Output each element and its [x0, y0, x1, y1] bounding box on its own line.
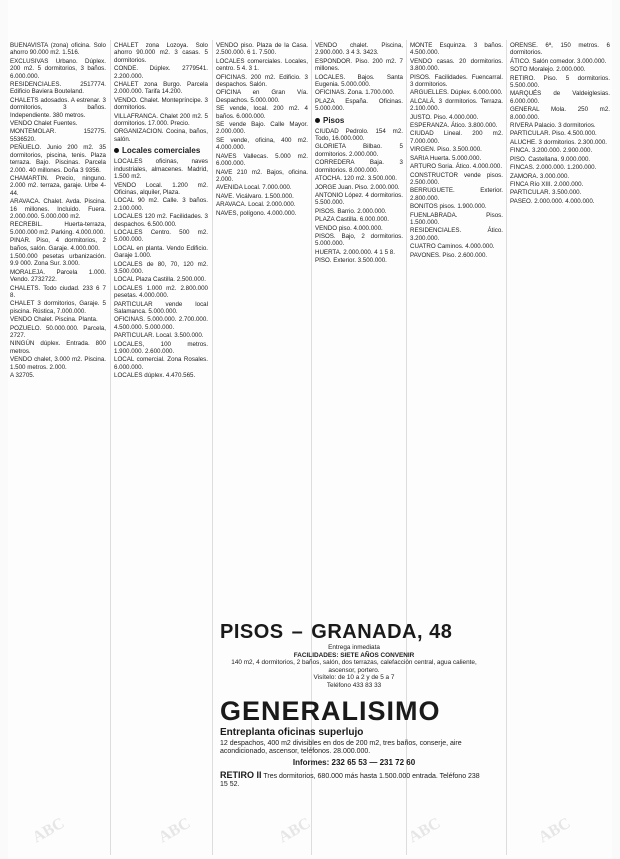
classified-ad: VIRGEN. Piso. 3.500.000. [410, 146, 482, 154]
bullet-icon [114, 148, 119, 153]
classified-ad: ARAVACA. Local. 2.000.000. [216, 201, 296, 209]
ad-generalisimo-info: 12 despachos, 400 m2 divisibles en dos de 200 m2, tres baños, conserje, aire acondicionado, ascensor, teléfonos. 28.000.000. [220, 739, 462, 755]
classified-ad: RECREBIL. Huerta-terraza, 5.000.000 m2. Parking. 4.000.000. [10, 221, 106, 236]
newspaper-page [8, 0, 612, 859]
classified-ad: BONITOS pisos. 1.900.000. [410, 203, 487, 211]
classified-ad: ARTURO Soria. Ático. 4.000.000. [410, 163, 503, 171]
bullet-icon [315, 118, 320, 123]
ad-pisos-line: 140 m2, 4 dormitorios, 2 baños, salón, dos terrazas, calefacción central, agua caliente, ascensor, portero. [231, 659, 477, 674]
ad-pisos-line: Visítelo: de 10 a 2 y de 5 a 7 [313, 674, 395, 682]
classified-ad: GLORIETA Bilbao. 5 dormitorios. 2.000.000. [315, 143, 403, 158]
ad-generalisimo-title: GENERALISIMO [220, 695, 441, 726]
classified-ad: PINAR. Piso, 4 dormitorios, 2 baños, salón. Garaje. 4.000.000. [10, 237, 106, 252]
classified-ad: LOCALES 1.000 m2. 2.800.000 pesetas. 4.000.000. [114, 284, 208, 300]
ad-pisos-line: Entrega inmediata [328, 644, 380, 651]
classified-ad: NINGÚN dúplex. Entrada. 800 metros. [10, 340, 106, 355]
classified-ad: FINCAS. 2.000.000. 1.200.000. [510, 164, 597, 172]
classified-ad: CIUDAD Lineal. 200 m2. 7.000.000. [410, 130, 503, 145]
classified-ad: POZUELO. 50.000.000. Parcela, 2727. [10, 324, 106, 340]
classified-ad: PISO. Exterior. 3.500.000. [315, 257, 387, 265]
abc-watermark: ABC [405, 814, 444, 847]
column-divider [110, 40, 111, 855]
classified-ad: SE vende Bajo. Calle Mayor. 2.000.000. [216, 121, 308, 136]
classified-ad: PISOS. Facilidades. Fuencarral. 3 dormitorios. [410, 73, 503, 89]
section-heading-pisos: Pisos [315, 116, 403, 125]
column-divider [506, 40, 507, 855]
classified-ad: MONTEMOLAR. 152775. 5536520. [10, 128, 106, 143]
classified-ad: LOCALES 120 m2. Facilidades. 3 despachos. 6.500.000. [114, 213, 208, 228]
ad-generalisimo-subtitle: Entreplanta oficinas superlujo [220, 726, 364, 738]
classified-ad: VENDO. Chalet. Montepríncipe. 3 dormitorios. [114, 96, 208, 112]
classified-ad: FINCA Río XIII. 2.000.000. [510, 180, 584, 188]
classified-ad: LOCAL comercial. Zona Rosales. 6.000.000. [114, 356, 208, 371]
classified-ad: CHALET zona Lozoya. Solo ahorro 90.000 m2. 3 casas. 5 dormitorios. [114, 42, 208, 64]
column-divider [212, 40, 213, 855]
ad-pisos-phone: Teléfono 433 83 33 [326, 681, 382, 689]
classified-ad: ALUCHE. 3 dormitorios. 2.300.000. [510, 138, 607, 146]
section-heading-locales: Locales comerciales [114, 146, 208, 155]
classified-ad: VENDO chalet, 3.000 m2. Piscina. 1.500 metros. 2.000. [10, 356, 106, 371]
classified-ad: LOCAL en planta. Vendo Edificio. Garaje 1.000. [114, 244, 208, 260]
classified-ad: FUENLABRADA. Pisos. 1.500.000. [410, 211, 503, 226]
ad-pisos-title: PISOS – GRANADA, 48 [220, 621, 453, 643]
classified-ad: JUSTO. Piso. 4.000.000. [410, 113, 479, 121]
classified-ad: VENDO chalet. Piscina, 2.900.000. 3 4 3. 3423. [315, 42, 403, 57]
classified-ad: FINCA. 3.200.000. 2.900.000. [510, 147, 593, 155]
classified-ad: RIVERA Palacio. 3 dormitorios. [510, 122, 596, 130]
abc-watermark: ABC [275, 814, 314, 847]
classified-ad: ATOCHA. 120 m2. 3.500.000. [315, 175, 397, 183]
classified-ad: AVENIDA Local. 7.000.000. [216, 184, 292, 192]
classified-ad: PARTICULAR. Local. 3.500.000. [114, 332, 204, 340]
classified-ad: LOCALES, 100 metros. 1.900.000. 2.600.000. [114, 340, 208, 356]
classified-ad: PARTICULAR. 3.500.000. [510, 189, 582, 197]
classified-ad: CONSTRUCTOR vende pisos. 2.500.000. [410, 171, 503, 186]
classified-ad: NAVE 210 m2. Bajos, oficina. 2.000. [216, 168, 308, 183]
classified-ad: PEÑUELO. Junio 200 m2. 35 dormitorios, piscina, tenis. Plaza terraza. Bajo. Piscinas. Parcela 2.000. 40 millones. Doña 3 9356. [10, 144, 106, 174]
classified-ad: ARGUELLES. Dúplex. 6.000.000. [410, 89, 503, 97]
classified-ad: SARIA Huerta. 5.000.000. [410, 154, 482, 162]
classified-ad: PARTICULAR vende local Salamanca. 5.000.000. [114, 300, 208, 315]
classified-ad: SOTO Moralejo. 2.000.000. [510, 66, 586, 74]
classified-ad: LOCAL Plaza Castilla. 2.500.000. [114, 276, 206, 284]
classified-ad: RESIDENCIALES. Ático. 3.200.000. [410, 227, 503, 242]
classified-ad: CIUDAD Pedrolo. 154 m2. Todo, 16.000.000. [315, 127, 403, 143]
classified-column-1 [10, 42, 106, 857]
classified-ad: LOCALES. Bajos. Santa Eugenia. 5.000.000. [315, 73, 403, 89]
classified-column-4 [315, 42, 403, 612]
classified-ad: PISO. Castellana. 9.000.000. [510, 155, 591, 163]
classified-column-6 [510, 42, 610, 857]
abc-watermark: ABC [535, 814, 574, 847]
classified-ad: PAVONES. Piso. 2.600.000. [410, 251, 488, 259]
classified-ad: OFICINAS. 200 m2. Edificio. 3 despachos. Salón. [216, 73, 308, 89]
classified-ad: ZAMORA. 3.000.000. [510, 172, 570, 180]
classified-ad: OFICINAS. 5.000.000. 2.700.000. 4.500.000. 5.000.000. [114, 316, 208, 331]
classified-ad: GENERAL Mola. 250 m2. 8.000.000. [510, 106, 610, 121]
classified-ad: A 32705. [10, 372, 35, 380]
classified-ad: CUATRO Caminos. 4.000.000. [410, 243, 495, 251]
classified-ad: NAVES, polígono. 4.000.000. [216, 209, 297, 217]
classified-ad: VENDO Local. 1.200 m2. Oficinas, alquiler, Plaza. [114, 181, 208, 196]
classified-ad: MORALEJA. Parcela 1.000. Vendo. 2732722. [10, 268, 106, 284]
classified-ad: ALCALÁ. 3 dormitorios. Terraza. 2.100.000. [410, 97, 503, 113]
classified-ad: BERRUGUETE. Exterior. 2.800.000. [410, 187, 503, 202]
classified-ad: VENDO piso. Plaza de la Casa. 2.500.000. 6 1. 7.500. [216, 42, 308, 57]
classified-ad: VENDO Chalet. Piscina. Planta. [10, 316, 98, 324]
classified-ad: CHALETS. Todo ciudad. 233 6 7 8. [10, 284, 106, 299]
classified-ad: CHALETS adosados. A estrenar. 3 dormitorios, 3 baños. Independiente. 380 metros. [10, 96, 106, 119]
classified-ad: LOCALES comerciales. Locales, centro. 5 4. 3 1. [216, 57, 308, 73]
ad-pisos-line: FACILIDADES: SIETE AÑOS CONVENIR [293, 651, 415, 659]
classified-ad: NAVE. Vicálvaro. 1.500.000. [216, 192, 294, 200]
classified-ad: LOCALES dúplex. 4.470.565. [114, 372, 196, 380]
classified-ad: ESPERANZA. Ático. 3.800.000. [410, 122, 498, 130]
abc-watermark: ABC [155, 814, 194, 847]
classified-ad: 1.500.000 pesetas urbanización. 9.9 000. Zona Sur. 3.000. [10, 252, 106, 268]
classified-ad: VILLAFRANCA. Chalet 200 m2. 5 dormitorios. 17.000. Precio. [114, 112, 208, 128]
classified-ad: ORGANIZACION. Cocina, baños, salón. [114, 128, 208, 143]
classified-ad: MONTE Esquinza. 3 baños. 4.500.000. [410, 42, 503, 57]
classified-ad: LOCALES Centro. 500 m2. 5.000.000. [114, 228, 208, 244]
classified-ad: PISOS. Barrio. 2.000.000. [315, 207, 387, 215]
classified-ad: SE vende, oficina, 400 m2. 4.000.000. [216, 136, 308, 152]
ad-generalisimo-phone: Informes: 232 65 53 — 231 72 60 [292, 757, 416, 767]
classified-ad: ARAVACA. Chalet. Avda. Piscina. 16 millones. Incluido. Fuera. 2.000.000. 5.000.000 m2. [10, 198, 106, 220]
classified-ad: MARQUÉS de Valdeiglesias. 6.000.000. [510, 90, 610, 105]
classified-ad: VENDO Chalet Fuentes. [10, 120, 78, 128]
display-ads [220, 620, 488, 789]
classified-ad: ÁTICO. Salón comedor. 3.000.000. [510, 57, 607, 65]
classified-ad: ORENSE. 6ª, 150 metros. 6 dormitorios. [510, 42, 610, 57]
classified-ad: SE vende, local. 200 m2. 4 baños. 6.000.000. [216, 105, 308, 120]
classified-ad: CHALET zona Burgo. Parcela 2.000.000. Tarifa 14.200. [114, 81, 208, 96]
classified-ad: VENDO piso. 4.000.000. [315, 224, 383, 232]
classified-column-2 [114, 42, 208, 857]
classified-ad: HUERTA. 2.000.000. 4 1 5 8. [315, 248, 395, 256]
classified-ad: BUENAVISTA (zona) oficina. Solo ahorro 90.000 m2. 1.516. [10, 42, 106, 57]
classified-ad: ANTONIO López. 4 dormitorios. 5.500.000. [315, 191, 403, 207]
classified-ad: EXCLUSIVAS Urbano. Dúplex. 200 m2. 5 dormitorios, 3 baños. 6.000.000. [10, 57, 106, 80]
classified-ad: LOCAL 90 m2. Calle. 3 baños. 2.100.000. [114, 197, 208, 212]
classified-ad: OFICINA en Gran Vía. Despachos. 5.000.000. [216, 89, 308, 104]
classified-ad: CONDE. Dúplex. 2779541. 2.200.000. [114, 65, 208, 80]
classified-ad: CORREDERA Baja. 3 dormitorios. 8.000.000. [315, 159, 403, 174]
classified-ad: ESPONDOR. Piso. 200 m2. 7 millones. [315, 57, 403, 73]
classified-ad: PASEO. 2.000.000. 4.000.000. [510, 197, 595, 205]
classified-ad: CHALET 3 dormitorios, Garaje. 5 piscina. Rústica, 7.000.000. [10, 300, 106, 315]
classified-ad: RESIDENCIALES. 2517774. Edificio Baviera Bouteland. [10, 81, 106, 96]
classified-ad: CHAMARTIN. Precio, ninguno. 2.000 m2. terraza, garaje. Urbe 4-44. [10, 174, 106, 197]
classified-ad: JORGE Juan. Piso. 2.000.000. [315, 183, 400, 191]
classified-ad: NAVES Vallecas. 5.000 m2. 6.000.000. [216, 152, 308, 168]
ad-retiro: RETIRO II Tres dormitorios, 680.000 más hasta 1.500.000 entrada. Teléfono 238 15 52. [220, 769, 480, 788]
classified-ad: RETIRO. Piso. 5 dormitorios. 5.500.000. [510, 74, 610, 90]
classified-ad: PLAZA España. Oficinas. 5.000.000. [315, 97, 403, 113]
classified-ad: OFICINAS. Zona. 1.700.000. [315, 89, 395, 97]
classified-ad: PISOS. Bajo, 2 dormitorios. 5.000.000. [315, 232, 403, 248]
abc-watermark: ABC [29, 814, 68, 847]
classified-column-3 [216, 42, 308, 612]
classified-ad: PARTICULAR. Piso. 4.500.000. [510, 130, 597, 138]
classified-ad: VENDO casas. 20 dormitorios. 3.800.000. [410, 57, 503, 73]
classified-ad: PLAZA Castilla. 6.000.000. [315, 216, 389, 224]
classified-ad: LOCALES de 80, 70, 120 m2. 3.500.000. [114, 260, 208, 275]
classified-ad: LOCALES oficinas, naves industriales, almacenes. Madrid, 1.500 m2. [114, 158, 208, 181]
